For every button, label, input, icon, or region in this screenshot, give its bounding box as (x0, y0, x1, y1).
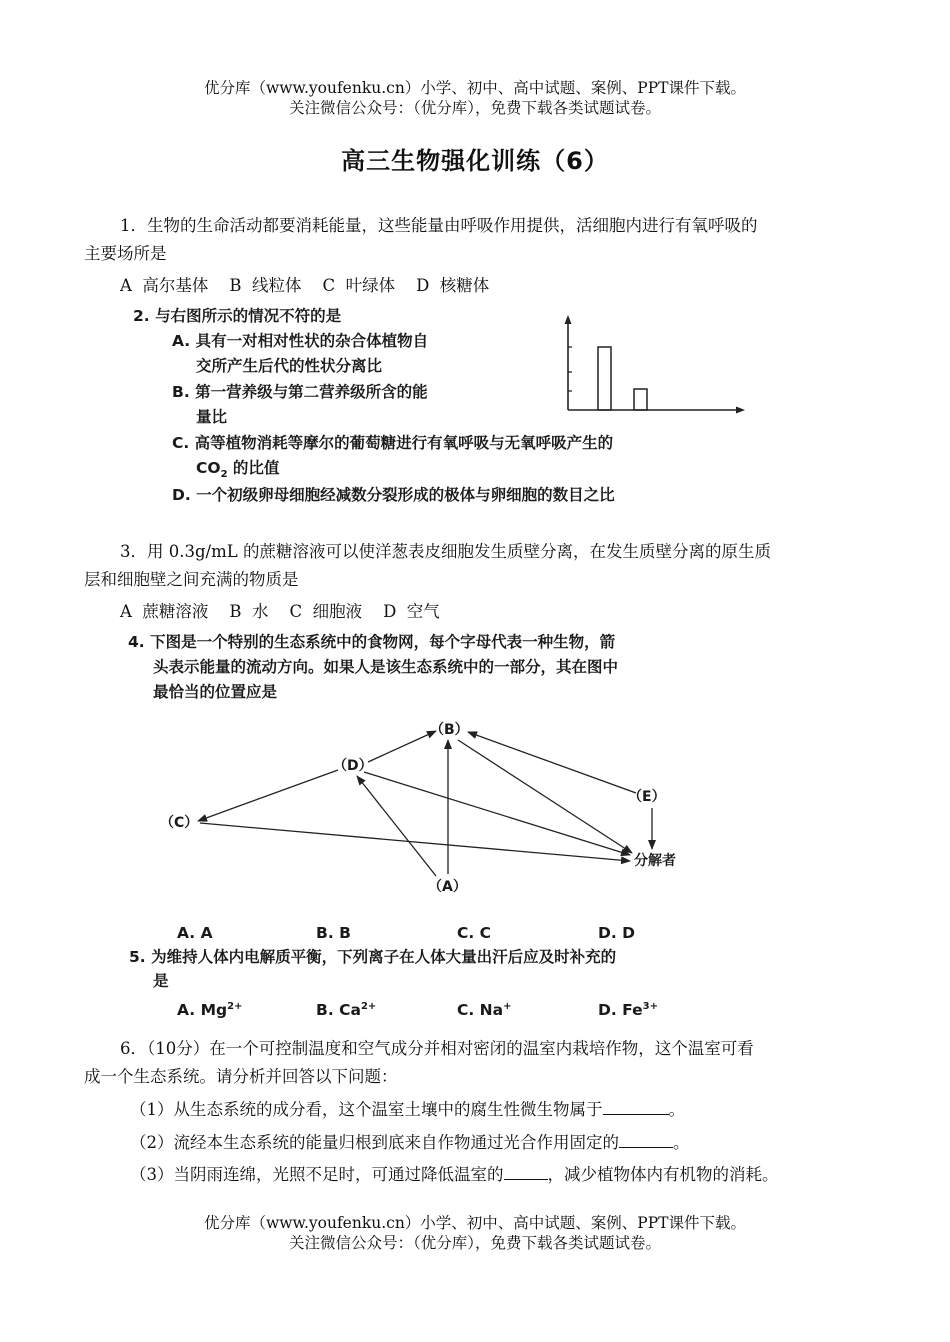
q6-sub-2: （2）流经本生态系统的能量归根到底来自作物通过光合作用固定的 。 (130, 1128, 690, 1158)
q2-option-a-line2: 交所产生后代的性状分离比 (196, 357, 383, 375)
header-line-1: 优分库（www.youfenku.cn）小学、初中、高中试题、案例、PPT课件下载。 (203, 79, 747, 97)
footer-line-2: 关注微信公众号：（优分库），免费下载各类试题试卷。 (288, 1234, 661, 1252)
q2-bar-chart (552, 312, 752, 420)
q4-text-line1: 4. 下图是一个特别的生态系统中的食物网，每个字母代表一种生物，箭 (128, 633, 616, 651)
q2-x-axis (568, 407, 745, 414)
q2-option-a-line1: A. 具有一对相对性状的杂合体植物自 (172, 332, 429, 350)
node-decomposer: 分解者 (634, 853, 676, 869)
q2-bar-1 (598, 347, 611, 410)
q3-text-line1: 3．用 0.3g/mL 的蔗糖溶液可以使洋葱表皮细胞发生质壁分离，在发生质壁分离的原生质 (120, 542, 771, 561)
node-a: （A） (428, 879, 467, 895)
q4-text-line3: 最恰当的位置应是 (153, 683, 278, 701)
food-web-diagram (150, 712, 720, 902)
arrow-d-to-c (198, 770, 338, 821)
arrow-d-to-b (368, 731, 436, 762)
arrow-d-to-decomposer (364, 772, 630, 855)
q3-options: A 蔗糖溶液 B 水 C 细胞液 D 空气 (120, 602, 440, 621)
page-title: 高三生物强化训练（6） (341, 147, 609, 175)
q3-text-line2: 层和细胞壁之间充满的物质是 (84, 570, 299, 589)
node-b: （B） (430, 722, 469, 738)
q6-text-line1: 6．（10分）在一个可控制温度和空气成分并相对密闭的温室内栽培作物，这个温室可看 (120, 1039, 754, 1058)
q5-text-line1: 5. 为维持人体内电解质平衡，下列离子在人体大量出汗后应及时补充的 (129, 948, 617, 966)
q5-option-b: B. $Ca^{2+}$ (316, 1001, 377, 1020)
q2-option-c-line2: $CO_2$ 的比值 (196, 459, 280, 481)
q4-text-line2: 头表示能量的流动方向。如果人是该生态系统中的一部分，其在图中 (153, 658, 619, 676)
node-c: （C） (160, 815, 199, 831)
q2-bar-2 (634, 389, 647, 410)
q6-sub-3: （3）当阴雨连绵，光照不足时，可通过降低温室的 ，减少植物体内有机物的消耗。 (130, 1160, 779, 1190)
q2-option-c-line1: C. 高等植物消耗等摩尔的葡萄糖进行有氧呼吸与无氧呼吸产生的 (172, 434, 614, 452)
q5-option-a: A. $Mg^{2+}$ (177, 1001, 243, 1020)
header-line-2: 关注微信公众号：（优分库），免费下载各类试题试卷。 (288, 99, 661, 117)
arrow-b-to-decomposer (458, 740, 632, 853)
q4-option-a: A. A (177, 924, 213, 942)
arrow-c-to-decomposer (200, 823, 630, 861)
q5-option-c: C. Na+ (457, 1001, 512, 1020)
q1-text-line1: 1．生物的生命活动都要消耗能量，这些能量由呼吸作用提供，活细胞内进行有氧呼吸的 (120, 216, 758, 235)
q4-option-c: C. C (457, 924, 492, 942)
q6-blank-2[interactable] (619, 1129, 673, 1148)
q1-text-line2: 主要场所是 (84, 244, 167, 263)
node-e: （E） (628, 789, 666, 805)
q2-option-b-line2: 量比 (196, 408, 228, 426)
q4-option-b: B. B (316, 924, 351, 942)
footer-line-1: 优分库（www.youfenku.cn）小学、初中、高中试题、案例、PPT课件下载。 (203, 1214, 747, 1232)
q1-options: A 高尔基体 B 线粒体 C 叶绿体 D 核糖体 (120, 276, 490, 295)
q6-blank-1[interactable] (603, 1096, 669, 1115)
q5-text-line2: 是 (153, 972, 169, 990)
q2-y-axis (565, 315, 573, 410)
q4-option-d: D. D (598, 924, 636, 942)
q2-stem: 2. 与右图所示的情况不符的是 (133, 307, 342, 325)
q6-sub-1: （1）从生态系统的成分看，这个温室土壤中的腐生性微生物属于 。 (130, 1095, 685, 1125)
q6-text-line2: 成一个生态系统。请分析并回答以下问题： (84, 1067, 398, 1086)
q5-option-d: D. $Fe^{3+}$ (598, 1001, 658, 1020)
q2-option-b-line1: B. 第一营养级与第二营养级所含的能 (172, 383, 428, 401)
node-d: （D） (333, 758, 373, 774)
q6-blank-3[interactable] (504, 1161, 548, 1180)
q2-option-d: D. 一个初级卵母细胞经减数分裂形成的极体与卵细胞的数目之比 (172, 486, 615, 504)
